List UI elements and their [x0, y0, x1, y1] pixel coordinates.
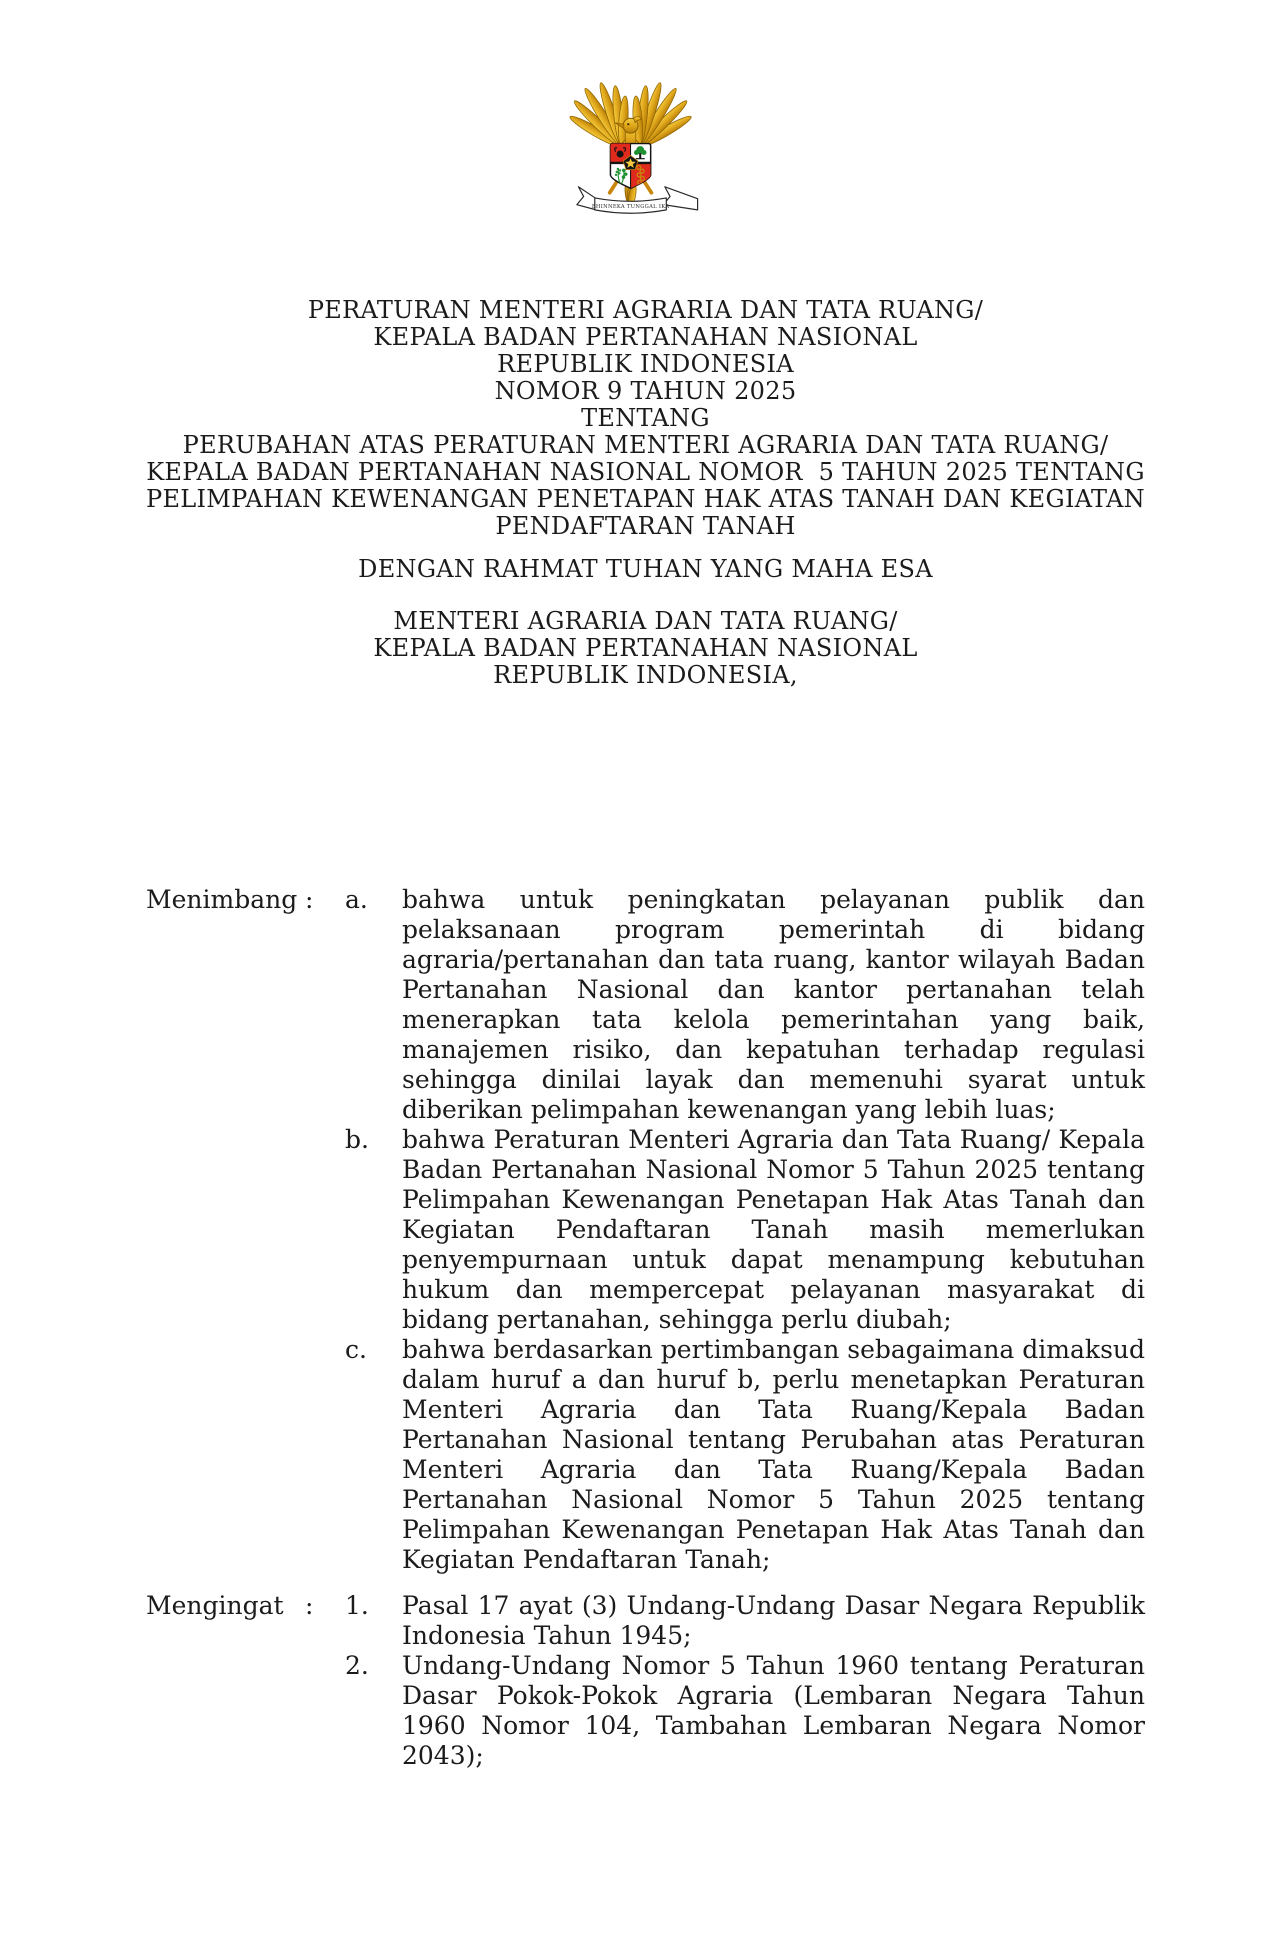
- title-line: KEPALA BADAN PERTANAHAN NASIONAL: [373, 323, 918, 351]
- legal-basis-label: Mengingat: [146, 1591, 284, 1620]
- regulation-title: [146, 297, 1145, 540]
- authority-block: [146, 608, 1145, 689]
- item-marker: c.: [345, 1335, 367, 1364]
- legal-basis-item: [345, 1591, 1145, 1651]
- regulation-number: NOMOR 9 TAHUN 2025: [494, 377, 797, 405]
- considerations-items: [345, 885, 1145, 1575]
- title-line: PELIMPAHAN KEWENANGAN PENETAPAN HAK ATAS TANAH DAN KEGIATAN: [146, 485, 1145, 513]
- item-text: Pasal 17 ayat (3) Undang-Undang Dasar Negara Republik Indonesia Tahun 1945;: [402, 1591, 1145, 1650]
- title-line: REPUBLIK INDONESIA: [497, 350, 794, 378]
- colon-separator: :: [305, 1591, 314, 1620]
- authority-line: REPUBLIK INDONESIA,: [493, 661, 798, 689]
- legal-basis-section: [146, 1591, 1145, 1771]
- colon-separator: :: [305, 885, 314, 914]
- item-text: Undang-Undang Nomor 5 Tahun 1960 tentang Peraturan Dasar Pokok-Pokok Agraria (Lembaran Negara Tahun 1960 Nomor 104, Tambahan Lembaran Negara Nomor 2043);: [402, 1651, 1145, 1770]
- invocation-line: DENGAN RAHMAT TUHAN YANG MAHA ESA: [358, 555, 933, 583]
- title-line: TENTANG: [581, 404, 710, 432]
- item-text: bahwa Peraturan Menteri Agraria dan Tata Ruang/ Kepala Badan Pertanahan Nasional Nomor 5 Tahun 2025 tentang Pelimpahan Kewenangan Penetapan Hak Atas Tanah dan Kegiatan Pendaftaran Tanah masih memerlukan penyempurnaan untuk dapat menampung kebutuhan hukum dan mempercepat pelayanan masyarakat di bidang pertanahan, sehingga perlu diubah;: [402, 1125, 1145, 1334]
- considerations-section: [146, 885, 1145, 1575]
- title-line: KEPALA BADAN PERTANAHAN NASIONAL NOMOR 5 TAHUN 2025 TENTANG: [146, 458, 1145, 486]
- item-marker: 1.: [345, 1591, 369, 1620]
- legal-basis-item: [345, 1651, 1145, 1771]
- considerations-label: Menimbang: [146, 885, 298, 914]
- consideration-item: [345, 885, 1145, 1125]
- item-marker: b.: [345, 1125, 369, 1154]
- title-line: PENDAFTARAN TANAH: [495, 512, 796, 540]
- garuda-pancasila-emblem-icon: [556, 78, 720, 227]
- authority-line: MENTERI AGRARIA DAN TATA RUANG/: [393, 607, 898, 635]
- title-line: PERATURAN MENTERI AGRARIA DAN TATA RUANG/: [307, 296, 984, 324]
- consideration-item: [345, 1335, 1145, 1575]
- item-text: bahwa untuk peningkatan pelayanan publik dan pelaksanaan program pemerintah di bidang agraria/pertanahan dan tata ruang, kantor wilayah Badan Pertanahan Nasional dan kantor pertanahan telah menerapkan tata kelola pemerintahan yang baik, manajemen risiko, dan kepatuhan terhadap regulasi sehingga dinilai layak dan memenuhi syarat untuk diberikan pelimpahan kewenangan yang lebih luas;: [402, 885, 1145, 1124]
- item-marker: a.: [345, 885, 368, 914]
- authority-line: KEPALA BADAN PERTANAHAN NASIONAL: [373, 634, 918, 662]
- document-body: [0, 297, 1276, 1771]
- item-marker: 2.: [345, 1651, 369, 1680]
- legal-basis-items: [345, 1591, 1145, 1771]
- item-text: bahwa berdasarkan pertimbangan sebagaimana dimaksud dalam huruf a dan huruf b, perlu menetapkan Peraturan Menteri Agraria dan Tata Ruang/Kepala Badan Pertanahan Nasional tentang Perubahan atas Peraturan Menteri Agraria dan Tata Ruang/Kepala Badan Pertanahan Nasional Nomor 5 Tahun 2025 tentang Pelimpahan Kewenangan Penetapan Hak Atas Tanah dan Kegiatan Pendaftaran Tanah;: [402, 1335, 1145, 1574]
- consideration-item: [345, 1125, 1145, 1335]
- emblem-motto: BHINNEKA TUNGGAL IKA: [591, 204, 670, 211]
- emblem-container: [0, 0, 1276, 231]
- title-line: PERUBAHAN ATAS PERATURAN MENTERI AGRARIA DAN TATA RUANG/: [182, 431, 1109, 459]
